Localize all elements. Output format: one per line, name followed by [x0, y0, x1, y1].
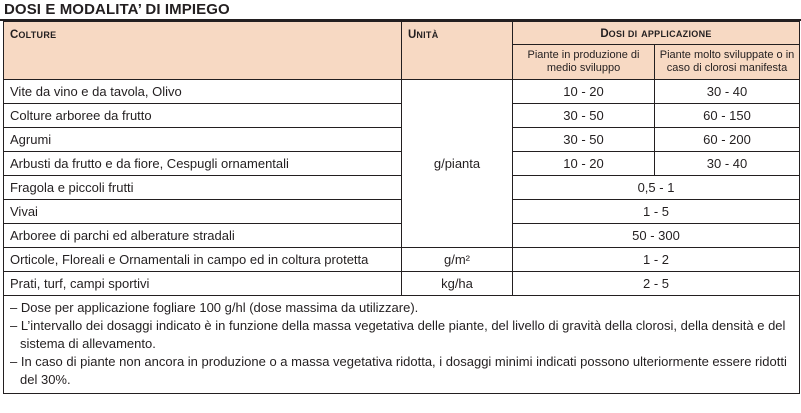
dose-merged-cell: 1 - 2 — [513, 248, 800, 272]
coltura-cell: Arboree di parchi ed alberature stradali — [4, 224, 402, 248]
unit-cell-g-pianta: g/pianta — [402, 80, 513, 248]
coltura-cell: Agrumi — [4, 128, 402, 152]
coltura-cell: Fragola e piccoli frutti — [4, 176, 402, 200]
header-dosi-applicazione: DOSI DI APPLICAZIONE — [513, 22, 800, 45]
dose-molto-cell: 60 - 150 — [655, 104, 800, 128]
table-row — [4, 80, 800, 104]
dose-merged-cell: 50 - 300 — [513, 224, 800, 248]
dose-medio-cell: 30 - 50 — [513, 128, 655, 152]
unit-cell: g/m² — [402, 248, 513, 272]
dose-molto-cell: 30 - 40 — [655, 152, 800, 176]
dose-medio-cell: 10 - 20 — [513, 80, 655, 104]
table-row — [4, 248, 800, 272]
dosage-table — [3, 21, 800, 394]
dose-molto-cell: 60 - 200 — [655, 128, 800, 152]
section-title: DOSI E MODALITA’ DI IMPIEGO — [4, 1, 230, 18]
dose-merged-cell: 0,5 - 1 — [513, 176, 800, 200]
dose-medio-cell: 30 - 50 — [513, 104, 655, 128]
header-sub-molto-sviluppate: Piante molto sviluppate o in caso di clorosi manifesta — [655, 45, 800, 80]
note-item: – In caso di piante non ancora in produzione o a massa vegetativa ridotta, i dosaggi minimi indicati possono ulteriormente essere ridotti del 30%. — [10, 354, 787, 387]
note-item: – L’intervallo dei dosaggi indicato è in funzione della massa vegetativa delle piante, del livello di gravità della clorosi, della densità e del sistema di allevamento. — [10, 318, 786, 351]
coltura-cell: Arbusti da frutto e da fiore, Cespugli ornamentali — [4, 152, 402, 176]
notes-cell — [4, 296, 800, 394]
dose-merged-cell: 2 - 5 — [513, 272, 800, 296]
coltura-cell: Orticole, Floreali e Ornamentali in campo ed in coltura protetta — [4, 248, 402, 272]
header-colture: COLTURE — [4, 22, 402, 80]
coltura-cell: Vivai — [4, 200, 402, 224]
notes-row — [4, 296, 800, 394]
dose-molto-cell: 30 - 40 — [655, 80, 800, 104]
coltura-cell: Colture arboree da frutto — [4, 104, 402, 128]
dose-merged-cell: 1 - 5 — [513, 200, 800, 224]
header-sub-medio-sviluppo: Piante in produzione di medio sviluppo — [513, 45, 655, 80]
header-unita: UNITÀ — [402, 22, 513, 80]
coltura-cell: Prati, turf, campi sportivi — [4, 272, 402, 296]
dose-medio-cell: 10 - 20 — [513, 152, 655, 176]
table-row — [4, 272, 800, 296]
coltura-cell: Vite da vino e da tavola, Olivo — [4, 80, 402, 104]
unit-cell: kg/ha — [402, 272, 513, 296]
note-item: – Dose per applicazione fogliare 100 g/hl (dose massima da utilizzare). — [10, 300, 419, 315]
